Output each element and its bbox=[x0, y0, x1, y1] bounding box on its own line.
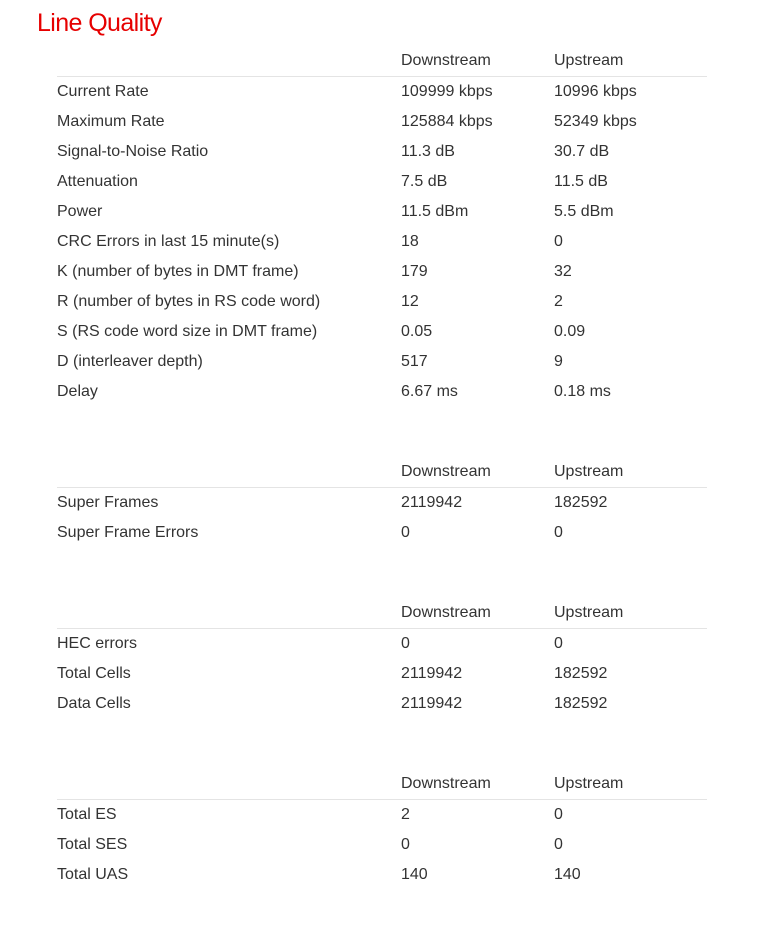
header-upstream: Upstream bbox=[554, 769, 707, 800]
table-row bbox=[57, 287, 707, 317]
downstream-value: 125884 kbps bbox=[401, 113, 493, 130]
row-label: Total SES bbox=[57, 836, 128, 853]
table-header-row bbox=[57, 46, 707, 77]
table-row bbox=[57, 377, 707, 407]
page-title: Line Quality bbox=[37, 9, 162, 37]
table-row bbox=[57, 197, 707, 227]
upstream-value: 140 bbox=[554, 866, 581, 883]
table-row bbox=[57, 488, 707, 519]
line-stats-table bbox=[57, 46, 707, 407]
row-label: HEC errors bbox=[57, 635, 138, 652]
downstream-value: 6.67 ms bbox=[401, 383, 458, 400]
row-label: Total UAS bbox=[57, 866, 129, 883]
table-row bbox=[57, 830, 707, 860]
table-header-row bbox=[57, 598, 707, 629]
header-downstream: Downstream bbox=[401, 457, 554, 488]
header-downstream: Downstream bbox=[401, 46, 554, 77]
table-row bbox=[57, 659, 707, 689]
downstream-value: 517 bbox=[401, 353, 428, 370]
header-label bbox=[57, 46, 401, 77]
row-label: Super Frame Errors bbox=[57, 524, 199, 541]
table-row bbox=[57, 257, 707, 287]
downstream-value: 11.3 dB bbox=[401, 143, 455, 160]
row-label: Super Frames bbox=[57, 494, 159, 511]
row-label: Data Cells bbox=[57, 695, 131, 712]
downstream-value: 0.05 bbox=[401, 323, 433, 340]
downstream-value: 0 bbox=[401, 635, 410, 652]
downstream-value: 140 bbox=[401, 866, 428, 883]
downstream-value: 11.5 dBm bbox=[401, 203, 469, 220]
upstream-value: 9 bbox=[554, 353, 563, 370]
downstream-value: 12 bbox=[401, 293, 419, 310]
error-seconds-table bbox=[57, 769, 707, 890]
table-row bbox=[57, 77, 707, 108]
downstream-value: 2119942 bbox=[401, 665, 463, 682]
table-header-row bbox=[57, 769, 707, 800]
downstream-value: 7.5 dB bbox=[401, 173, 448, 190]
table-row bbox=[57, 629, 707, 660]
upstream-value: 0 bbox=[554, 635, 563, 652]
row-label: Signal-to-Noise Ratio bbox=[57, 143, 209, 160]
row-label: Maximum Rate bbox=[57, 113, 165, 130]
upstream-value: 0.18 ms bbox=[554, 383, 611, 400]
table-row bbox=[57, 137, 707, 167]
upstream-value: 52349 kbps bbox=[554, 113, 637, 130]
row-label: CRC Errors in last 15 minute(s) bbox=[57, 233, 280, 250]
upstream-value: 0 bbox=[554, 806, 563, 823]
table-row bbox=[57, 347, 707, 377]
upstream-value: 5.5 dBm bbox=[554, 203, 614, 220]
upstream-value: 0 bbox=[554, 233, 563, 250]
downstream-value: 0 bbox=[401, 836, 410, 853]
header-upstream: Upstream bbox=[554, 457, 707, 488]
row-label: R (number of bytes in RS code word) bbox=[57, 293, 321, 310]
header-downstream: Downstream bbox=[401, 769, 554, 800]
table-row bbox=[57, 167, 707, 197]
header-label bbox=[57, 769, 401, 800]
downstream-value: 18 bbox=[401, 233, 419, 250]
upstream-value: 30.7 dB bbox=[554, 143, 610, 160]
upstream-value: 2 bbox=[554, 293, 563, 310]
downstream-value: 109999 kbps bbox=[401, 83, 493, 100]
downstream-value: 2119942 bbox=[401, 494, 463, 511]
header-upstream: Upstream bbox=[554, 598, 707, 629]
upstream-value: 0.09 bbox=[554, 323, 586, 340]
row-label: Delay bbox=[57, 383, 98, 400]
row-label: S (RS code word size in DMT frame) bbox=[57, 323, 318, 340]
table-row bbox=[57, 227, 707, 257]
row-label: D (interleaver depth) bbox=[57, 353, 203, 370]
row-label: Attenuation bbox=[57, 173, 138, 190]
table-row bbox=[57, 860, 707, 890]
table-row bbox=[57, 518, 707, 548]
header-downstream: Downstream bbox=[401, 598, 554, 629]
table-header-row bbox=[57, 457, 707, 488]
row-label: Total Cells bbox=[57, 665, 131, 682]
header-label bbox=[57, 598, 401, 629]
upstream-value: 32 bbox=[554, 263, 572, 280]
upstream-value: 182592 bbox=[554, 665, 608, 682]
row-label: Total ES bbox=[57, 806, 117, 823]
table-row bbox=[57, 800, 707, 831]
header-upstream: Upstream bbox=[554, 46, 707, 77]
downstream-value: 0 bbox=[401, 524, 410, 541]
row-label: Current Rate bbox=[57, 83, 149, 100]
downstream-value: 2119942 bbox=[401, 695, 463, 712]
table-row bbox=[57, 317, 707, 347]
upstream-value: 11.5 dB bbox=[554, 173, 608, 190]
upstream-value: 182592 bbox=[554, 494, 608, 511]
super-frames-table bbox=[57, 457, 707, 548]
header-label bbox=[57, 457, 401, 488]
upstream-value: 0 bbox=[554, 836, 563, 853]
downstream-value: 179 bbox=[401, 263, 428, 280]
table-row bbox=[57, 107, 707, 137]
row-label: K (number of bytes in DMT frame) bbox=[57, 263, 299, 280]
upstream-value: 0 bbox=[554, 524, 563, 541]
table-row bbox=[57, 689, 707, 719]
downstream-value: 2 bbox=[401, 806, 410, 823]
cells-table bbox=[57, 598, 707, 719]
upstream-value: 182592 bbox=[554, 695, 608, 712]
upstream-value: 10996 kbps bbox=[554, 83, 637, 100]
row-label: Power bbox=[57, 203, 103, 220]
